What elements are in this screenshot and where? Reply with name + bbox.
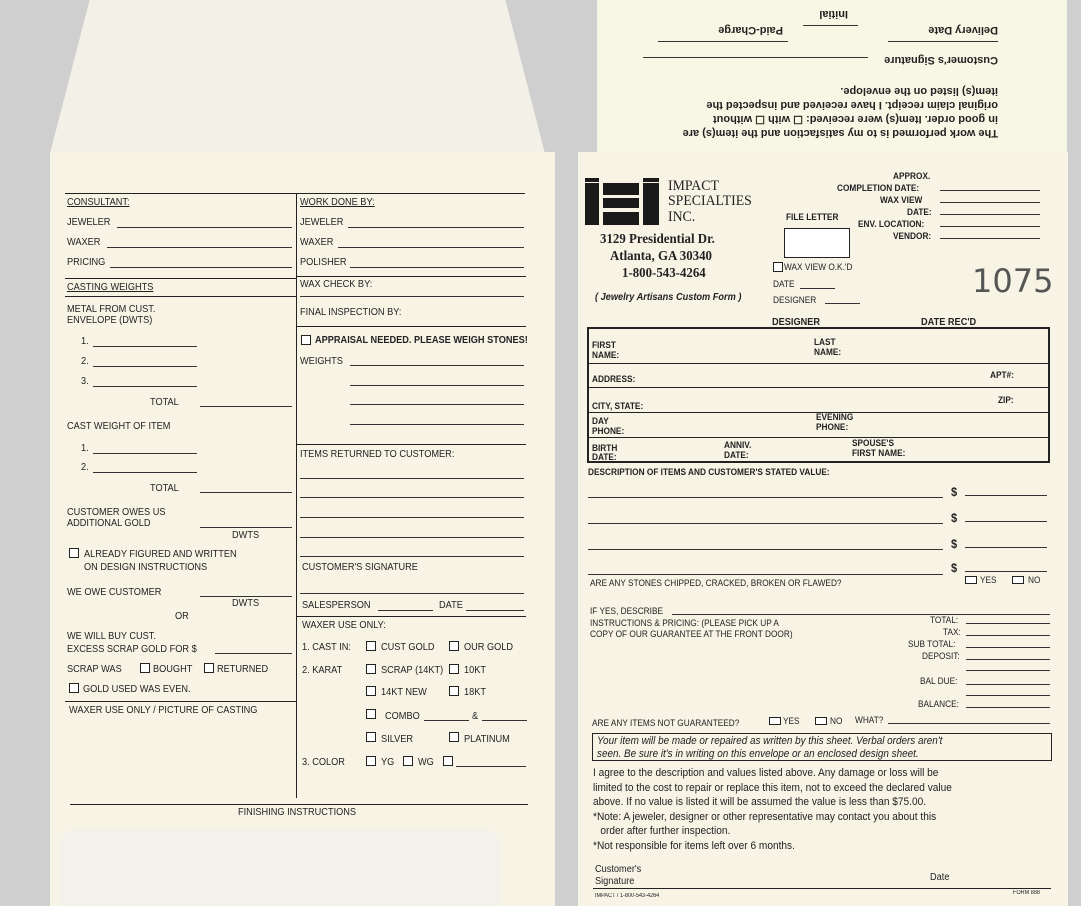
company-name-line-2: SPECIALTIES	[668, 193, 752, 209]
already-label-1: ALREADY FIGURED AND WRITTEN	[84, 549, 237, 560]
desc-value-2[interactable]	[965, 521, 1047, 522]
notice-box	[592, 733, 1052, 761]
file-letter-box[interactable]	[784, 228, 850, 258]
metal-1-field[interactable]	[93, 346, 197, 347]
consultant-pricing-field[interactable]	[110, 267, 292, 268]
first-name-label-2: NAME:	[592, 350, 620, 360]
form-name: ( Jewelry Artisans Custom Form )	[595, 292, 742, 303]
zip-label: ZIP:	[998, 395, 1014, 405]
appraisal-checkbox[interactable]	[301, 335, 311, 345]
scrap-was-label: SCRAP WAS	[67, 664, 122, 675]
flap-initial-label: Initial	[819, 8, 848, 20]
metal-3-field[interactable]	[93, 386, 197, 387]
description-label: DESCRIPTION OF ITEMS AND CUSTOMER'S STATED VALUE:	[588, 467, 830, 477]
consultant-waxer-field[interactable]	[107, 247, 292, 248]
already-figured-checkbox[interactable]	[69, 548, 79, 558]
k18-label: 18KT	[464, 687, 486, 698]
wax-check-label: WAX CHECK BY:	[300, 279, 373, 290]
last-name-label-2: NAME:	[814, 347, 842, 357]
cast-in-label: 1. CAST IN:	[302, 642, 351, 653]
desc-dollar-2: $	[951, 511, 958, 525]
left-column-divider	[296, 193, 297, 798]
company-phone: 1-800-543-4264	[622, 266, 706, 281]
agreement-line-4: *Note: A jeweler, designer or other representative may contact you about this	[593, 810, 937, 823]
combo-amp: &	[472, 711, 479, 722]
form-number: 1075	[972, 262, 1054, 300]
cust-signature-label: CUSTOMER'S SIGNATURE	[302, 562, 418, 573]
we-owe-field[interactable]	[200, 596, 292, 597]
silver-label: SILVER	[381, 734, 414, 745]
left-top-rule	[65, 193, 525, 194]
rule-address	[588, 363, 1049, 364]
flap-delivery-line	[888, 41, 998, 42]
metal-from-cust-label: METAL FROM CUST.	[67, 304, 156, 315]
wax-view-field[interactable]	[940, 202, 1040, 203]
date-recd-label: DATE REC'D	[921, 317, 977, 328]
spouse-label-2: FIRST NAME:	[852, 448, 906, 458]
rule-finishing	[70, 804, 528, 805]
balance-field[interactable]	[966, 707, 1050, 708]
weight-field-2[interactable]	[350, 385, 524, 386]
guaranteed-yes-checkbox[interactable]	[769, 717, 781, 725]
agreement-text	[593, 766, 1055, 853]
flap-para-line-3: original claim receipt. I have received and inspected the	[706, 99, 998, 111]
items-returned-field-4[interactable]	[300, 537, 524, 538]
desc-value-4[interactable]	[965, 571, 1047, 572]
address-label: ADDRESS:	[592, 374, 636, 384]
gold-even-checkbox[interactable]	[69, 683, 79, 693]
cust-gold-label: CUST GOLD	[381, 642, 435, 653]
cast-weight-label: CAST WEIGHT OF ITEM	[67, 421, 171, 432]
instructions-line-1: INSTRUCTIONS & PRICING: (PLEASE PICK UP A	[590, 618, 779, 628]
items-returned-field-2[interactable]	[300, 497, 524, 498]
karat-label: 2. KARAT	[302, 665, 343, 676]
customer-signature-label-2: Signature	[595, 876, 635, 887]
silver-checkbox[interactable]	[366, 732, 376, 742]
rule-city	[588, 387, 1049, 388]
guaranteed-no-checkbox[interactable]	[815, 717, 827, 725]
birth-date-label-2: DATE:	[592, 452, 617, 462]
flap-customer-signature-label: Customer's Signature	[884, 54, 998, 66]
env-location-field[interactable]	[940, 226, 1040, 227]
wax-date-label: DATE:	[907, 207, 932, 217]
completion-field[interactable]	[940, 190, 1040, 191]
returned-checkbox[interactable]	[204, 663, 214, 673]
cast-total-label: TOTAL	[150, 483, 179, 494]
k10-label: 10KT	[464, 665, 486, 676]
metal-3-label: 3.	[81, 376, 89, 387]
tax-label: TAX:	[943, 627, 961, 637]
weight-field-3[interactable]	[350, 404, 524, 405]
stones-no-checkbox[interactable]	[1012, 576, 1024, 584]
desc-field-2[interactable]	[588, 523, 943, 524]
rule-waxer-use	[296, 616, 526, 617]
flap-paid-charge-label: Paid-Charge	[718, 24, 783, 36]
notice-line-1: Your item will be made or repaired as written by this sheet. Verbal orders aren't	[597, 735, 943, 747]
left-envelope-bottom-panel	[60, 830, 500, 906]
company-name-line-3: INC.	[668, 209, 696, 225]
day-phone-label-1: DAY	[592, 416, 609, 426]
anniv-date-label-1: ANNIV.	[724, 440, 752, 450]
work-done-label: WORK DONE BY:	[300, 197, 375, 208]
buy-label-2: EXCESS SCRAP GOLD FOR $	[67, 644, 197, 655]
wax-date-field[interactable]	[940, 214, 1040, 215]
deposit-field[interactable]	[966, 659, 1050, 660]
env-location-label: ENV. LOCATION:	[858, 219, 925, 229]
tax-field[interactable]	[966, 635, 1050, 636]
buy-field[interactable]	[215, 653, 292, 654]
balance-label: BALANCE:	[918, 699, 959, 709]
signature-date-label: Date	[930, 872, 950, 883]
platinum-label: PLATINUM	[464, 734, 510, 745]
total-field[interactable]	[966, 623, 1050, 624]
desc-field-3[interactable]	[588, 549, 943, 550]
wax-view-date-field[interactable]	[800, 288, 835, 289]
stones-question: ARE ANY STONES CHIPPED, CRACKED, BROKEN OR FLAWED?	[590, 578, 842, 588]
appraisal-label: APPRAISAL NEEDED. PLEASE WEIGH STONES!	[315, 335, 528, 346]
agreement-line-5: order after further inspection.	[600, 825, 731, 837]
consultant-jeweler-field[interactable]	[117, 227, 292, 228]
designer-small-field[interactable]	[825, 303, 860, 304]
work-waxer-field[interactable]	[338, 247, 524, 248]
vendor-field[interactable]	[940, 238, 1040, 239]
stones-yes-label: YES	[980, 575, 997, 585]
deposit-label: DEPOSIT:	[922, 651, 960, 661]
work-polisher-label: POLISHER	[300, 257, 347, 268]
owes-dwts-label: DWTS	[232, 530, 260, 541]
footer-left-text: IMPACT / 1-800-543-4264	[595, 893, 660, 899]
casting-weights-label: CASTING WEIGHTS	[67, 282, 154, 293]
wax-view-ok-checkbox[interactable]	[773, 262, 783, 272]
wax-view-label: WAX VIEW	[880, 195, 923, 205]
company-address-street: 3129 Presidential Dr.	[600, 232, 715, 247]
yg-checkbox[interactable]	[366, 756, 376, 766]
scrap14-label: SCRAP (14KT)	[381, 665, 444, 676]
consultant-pricing-label: PRICING	[67, 257, 106, 268]
scrap14-checkbox[interactable]	[366, 664, 376, 674]
flap-para-line-2: in good order. Item(s) were received: ☐ with ☐ without	[713, 113, 998, 125]
our-gold-checkbox[interactable]	[449, 641, 459, 651]
designer-column-label: DESIGNER	[772, 317, 821, 328]
rule-items-returned	[296, 444, 526, 445]
designer-small-label: DESIGNER	[773, 295, 817, 305]
desc-dollar-1: $	[951, 485, 958, 499]
other-color-field[interactable]	[456, 766, 526, 767]
or-label: OR	[175, 611, 189, 622]
rule-casting	[65, 278, 296, 279]
waxer-use-only-label: WAXER USE ONLY:	[302, 620, 386, 631]
sub-total-label: SUB TOTAL:	[908, 639, 956, 649]
anniv-date-label-2: DATE:	[724, 450, 749, 460]
guaranteed-question: ARE ANY ITEMS NOT GUARANTEED?	[592, 718, 740, 728]
combo-label: COMBO	[385, 711, 420, 722]
evening-phone-label-2: PHONE:	[816, 422, 849, 432]
work-jeweler-field[interactable]	[348, 227, 524, 228]
waxer-picture-label: WAXER USE ONLY / PICTURE OF CASTING	[69, 705, 258, 716]
color-label: 3. COLOR	[302, 757, 345, 768]
metal-total-label: TOTAL	[150, 397, 179, 408]
cust-gold-checkbox[interactable]	[366, 641, 376, 651]
wax-view-date-label: DATE	[773, 279, 795, 289]
combo-checkbox[interactable]	[366, 709, 376, 719]
signature-line[interactable]	[593, 888, 1051, 889]
weight-field-4[interactable]	[350, 424, 524, 425]
we-owe-label: WE OWE CUSTOMER	[67, 587, 162, 598]
metal-1-label: 1.	[81, 336, 89, 347]
weight-field-1[interactable]	[350, 365, 524, 366]
combo-field-1[interactable]	[424, 720, 469, 721]
instructions-line-2: COPY OF OUR GUARANTEE AT THE FRONT DOOR)	[590, 629, 793, 639]
customer-signature-label-1: Customer's	[595, 864, 642, 875]
apt-label: APT#:	[990, 370, 1014, 380]
last-name-label-1: LAST	[814, 337, 836, 347]
evening-phone-label-1: EVENING	[816, 412, 854, 422]
desc-dollar-3: $	[951, 537, 958, 551]
if-yes-label: IF YES, DESCRIBE	[590, 606, 664, 616]
consultant-jeweler-label: JEWELER	[67, 217, 111, 228]
wax-check-field[interactable]	[300, 296, 524, 297]
if-yes-field[interactable]	[672, 614, 1050, 615]
items-returned-field-1[interactable]	[300, 478, 524, 479]
desc-value-1[interactable]	[965, 495, 1047, 496]
returned-label: RETURNED	[217, 664, 269, 675]
flap-para-line-4: item(s) listed on the envelope.	[840, 85, 998, 97]
total-label: TOTAL:	[930, 615, 959, 625]
cast-total-field[interactable]	[200, 492, 292, 493]
approx-label: APPROX.	[893, 171, 931, 181]
agreement-line-6: *Not responsible for items left over 6 months.	[593, 839, 795, 852]
items-returned-field-3[interactable]	[300, 517, 524, 518]
yg-label: YG	[381, 757, 395, 768]
consultant-waxer-label: WAXER	[67, 237, 101, 248]
first-name-label-1: FIRST	[592, 340, 616, 350]
flap-signature-line	[643, 57, 868, 58]
k18-checkbox[interactable]	[449, 686, 459, 696]
company-name-line-1: IMPACT	[668, 178, 719, 194]
metal-2-label: 2.	[81, 356, 89, 367]
cast-2-field[interactable]	[93, 472, 197, 473]
guaranteed-yes-label: YES	[783, 716, 800, 726]
salesperson-date-field[interactable]	[466, 610, 524, 611]
city-state-label: CITY, STATE:	[592, 401, 644, 411]
other-color-checkbox[interactable]	[443, 756, 453, 766]
desc-value-3[interactable]	[965, 547, 1047, 548]
what-label: WHAT?	[855, 715, 884, 725]
company-address-city: Atlanta, GA 30340	[610, 249, 712, 264]
our-gold-label: OUR GOLD	[464, 642, 514, 653]
salesperson-label: SALESPERSON	[302, 600, 371, 611]
wg-checkbox[interactable]	[403, 756, 413, 766]
rule-waxer-picture	[65, 701, 296, 702]
birth-date-label-1: BIRTH	[592, 443, 618, 453]
k10-checkbox[interactable]	[449, 664, 459, 674]
day-phone-label-2: PHONE:	[592, 426, 625, 436]
flap-delivery-date-label: Delivery Date	[928, 24, 998, 36]
salesperson-date-label: DATE	[439, 600, 463, 611]
vendor-label: VENDOR:	[893, 231, 932, 241]
stones-no-label: NO	[1028, 575, 1041, 585]
platinum-checkbox[interactable]	[449, 732, 459, 742]
items-returned-label: ITEMS RETURNED TO CUSTOMER:	[300, 449, 455, 460]
flap-paid-line	[658, 41, 788, 42]
flap-initial-line	[803, 25, 858, 26]
agreement-line-2: limited to the cost to repair or replace this item, not to exceed the declared value	[593, 781, 952, 794]
bal-due-field-2[interactable]	[966, 695, 1050, 696]
k14new-label: 14KT NEW	[381, 687, 427, 698]
completion-label: COMPLETION DATE:	[837, 183, 920, 193]
bought-checkbox[interactable]	[140, 663, 150, 673]
flap-upside-down-block	[628, 4, 998, 154]
isi-logo	[585, 180, 663, 226]
desc-field-4[interactable]	[588, 574, 943, 575]
sub-total-field[interactable]	[966, 647, 1050, 648]
desc-dollar-4: $	[951, 561, 958, 575]
flap-para-line-1: The work performed is to my satisfaction and the item(s) are	[682, 127, 998, 139]
deposit-field-2[interactable]	[966, 670, 1050, 671]
items-returned-field-5[interactable]	[300, 556, 524, 557]
bal-due-label: BAL DUE:	[920, 676, 958, 686]
metal-envelope-label: ENVELOPE (DWTS)	[67, 315, 153, 326]
gold-even-label: GOLD USED WAS EVEN.	[83, 684, 191, 695]
work-jeweler-label: JEWELER	[300, 217, 344, 228]
file-letter-label: FILE LETTER	[786, 212, 839, 222]
we-owe-dwts-label: DWTS	[232, 598, 260, 609]
k14new-checkbox[interactable]	[366, 686, 376, 696]
stones-yes-checkbox[interactable]	[965, 576, 977, 584]
salesperson-field[interactable]	[378, 610, 433, 611]
notice-line-2: seen. Be sure it's in writing on this envelope or an enclosed design sheet.	[597, 748, 919, 760]
footer-right-text: FORM 888	[1013, 890, 1040, 896]
work-polisher-field[interactable]	[350, 267, 524, 268]
rule-wax-check	[296, 276, 526, 277]
finishing-instructions-label: FINISHING INSTRUCTIONS	[238, 807, 357, 818]
spouse-label-1: SPOUSE'S	[852, 438, 895, 448]
owes-label-2: ADDITIONAL GOLD	[67, 518, 151, 529]
final-inspection-label: FINAL INSPECTION BY:	[300, 307, 402, 318]
agreement-line-1: I agree to the description and values listed above. Any damage or loss will be	[593, 767, 939, 779]
cust-signature-field[interactable]	[300, 593, 524, 594]
owes-field[interactable]	[200, 527, 292, 528]
already-label-2: ON DESIGN INSTRUCTIONS	[84, 562, 208, 573]
consultant-label: CONSULTANT:	[67, 197, 130, 208]
rule-birth	[588, 437, 1049, 438]
cast-1-field[interactable]	[93, 453, 197, 454]
desc-field-1[interactable]	[588, 497, 943, 498]
left-envelope-flap	[50, 0, 545, 160]
work-waxer-label: WAXER	[300, 237, 334, 248]
what-field[interactable]	[888, 723, 1050, 724]
metal-2-field[interactable]	[93, 366, 197, 367]
rule-casting-bottom	[65, 296, 296, 297]
owes-label-1: CUSTOMER OWES US	[67, 507, 166, 518]
guaranteed-no-label: NO	[830, 716, 843, 726]
agreement-line-3: above. If no value is listed it will be assumed the value is less than $75.00.	[593, 796, 927, 808]
metal-total-field[interactable]	[200, 406, 292, 407]
bal-due-field[interactable]	[966, 684, 1050, 685]
weights-label: WEIGHTS	[300, 356, 343, 367]
wg-label: WG	[418, 757, 434, 768]
cast-1-label: 1.	[81, 443, 89, 454]
cast-2-label: 2.	[81, 462, 89, 473]
combo-field-2[interactable]	[482, 720, 527, 721]
wax-view-ok-label: WAX VIEW O.K.'D	[784, 262, 853, 272]
bought-label: BOUGHT	[153, 664, 193, 675]
rule-appraisal	[296, 326, 526, 327]
buy-label-1: WE WILL BUY CUST.	[67, 631, 156, 642]
